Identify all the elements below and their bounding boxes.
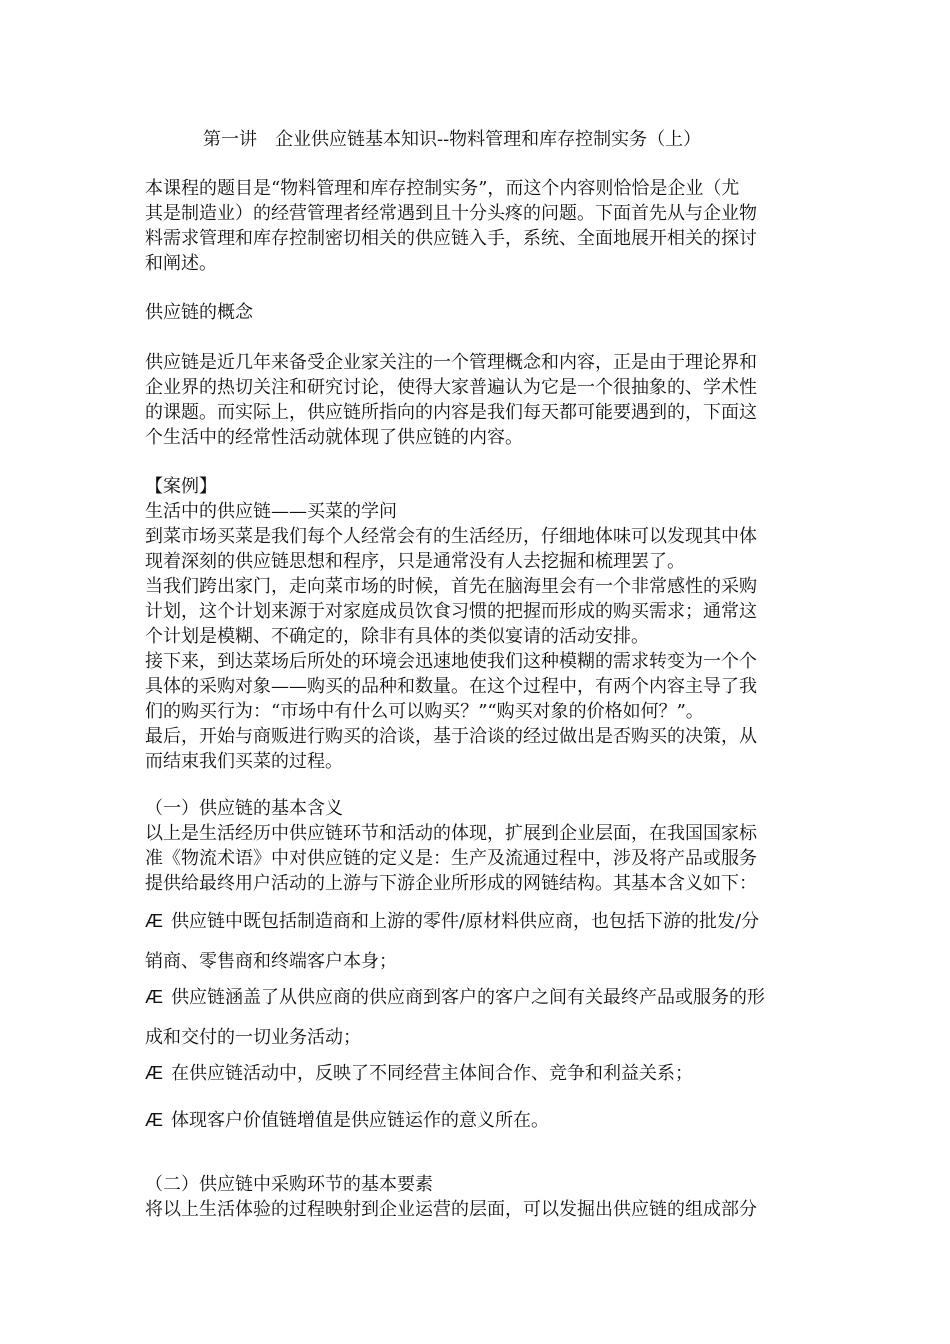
bullet-marker-icon: Æ <box>145 1063 163 1083</box>
section1-line: 准《物流术语》中对供应链的定义是：生产及流通过程中，涉及将产品或服务 <box>145 848 757 869</box>
section2-line: 将以上生活体验的过程映射到企业运营的层面，可以发掘出供应链的组成部分 <box>145 1199 757 1220</box>
case-line: 计划，这个计划来源于对家庭成员饮食习惯的把握而形成的购买需求；通常这 <box>145 601 757 622</box>
intro-line: 和阐述。 <box>145 253 217 274</box>
bullet-continuation: 销商、零售商和终端客户本身； <box>145 951 397 972</box>
case-line: 到菜市场买菜是我们每个人经常会有的生活经历，仔细地体味可以发现其中体 <box>145 526 757 547</box>
case-line: 具体的采购对象——购买的品种和数量。在这个过程中，有两个内容主导了我 <box>145 676 757 697</box>
bullet-marker-icon: Æ <box>145 1110 163 1130</box>
bullet-text: 供应链中既包括制造商和上游的零件/原材料供应商，也包括下游的批发/分 <box>171 911 760 932</box>
concept-line: 企业界的热切关注和研究讨论，使得大家普遍认为它是一个很抽象的、学术性 <box>145 377 757 398</box>
concept-line: 的课题。而实际上，供应链所指向的内容是我们每天都可能要遇到的，下面这 <box>145 402 757 423</box>
bullet-marker-icon: Æ <box>145 987 163 1007</box>
bullet-item <box>145 909 815 934</box>
intro-line: 本课程的题目是“物料管理和库存控制实务”，而这个内容则恰恰是企业（尤 <box>145 178 740 199</box>
case-section <box>145 474 815 774</box>
bullet-marker-icon: Æ <box>145 911 163 931</box>
bullet-text: 在供应链活动中，反映了不同经营主体间合作、竞争和利益关系； <box>171 1063 693 1084</box>
bullet-item <box>145 1108 815 1133</box>
section1 <box>145 796 815 896</box>
bullet-item <box>145 1061 815 1086</box>
case-line: 接下来，到达菜场后所处的环境会迅速地使我们这种模糊的需求转变为一个个 <box>145 651 757 672</box>
section2-heading: （二）供应链中采购环节的基本要素 <box>145 1174 433 1195</box>
case-line: 最后，开始与商贩进行购买的洽谈，基于洽谈的经过做出是否购买的决策，从 <box>145 726 757 747</box>
intro-paragraph <box>145 176 815 276</box>
case-line: 当我们跨出家门，走向菜市场的时候，首先在脑海里会有一个非常感性的采购 <box>145 576 757 597</box>
concept-paragraph <box>145 350 815 450</box>
case-line: 们的购买行为：“市场中有什么可以购买？”“购买对象的价格如何？”。 <box>145 701 704 722</box>
concept-heading: 供应链的概念 <box>145 302 253 323</box>
concept-line: 供应链是近几年来备受企业家关注的一个管理概念和内容，正是由于理论界和 <box>145 352 757 373</box>
case-title: 生活中的供应链——买菜的学问 <box>145 501 397 522</box>
intro-line: 其是制造业）的经营管理者经常遇到且十分头疼的问题。下面首先从与企业物 <box>145 203 757 224</box>
case-line: 现着深刻的供应链思想和程序，只是通常没有人去挖掘和梳理罢了。 <box>145 551 685 572</box>
case-line: 个计划是模糊、不确定的，除非有具体的类似宴请的活动安排。 <box>145 626 649 647</box>
section1-line: 提供给最终用户活动的上游与下游企业所形成的网链结构。其基本含义如下： <box>145 873 757 894</box>
document-title: 第一讲 企业供应链基本知识--物料管理和库存控制实务（上） <box>203 129 702 150</box>
bullet-continuation: 成和交付的一切业务活动； <box>145 1027 361 1048</box>
case-line: 而结束我们买菜的过程。 <box>145 751 343 772</box>
intro-line: 料需求管理和库存控制密切相关的供应链入手，系统、全面地展开相关的探讨 <box>145 228 757 249</box>
bullet-item <box>145 985 815 1010</box>
bullet-text: 供应链涵盖了从供应商的供应商到客户的客户之间有关最终产品或服务的形 <box>171 987 765 1008</box>
section2 <box>145 1172 815 1222</box>
section1-line: 以上是生活经历中供应链环节和活动的体现，扩展到企业层面，在我国国家标 <box>145 823 757 844</box>
section1-heading: （一）供应链的基本含义 <box>145 798 343 819</box>
case-label: 【案例】 <box>145 476 217 497</box>
bullet-text: 体现客户价值链增值是供应链运作的意义所在。 <box>171 1110 549 1131</box>
concept-line: 个生活中的经常性活动就体现了供应链的内容。 <box>145 427 523 448</box>
